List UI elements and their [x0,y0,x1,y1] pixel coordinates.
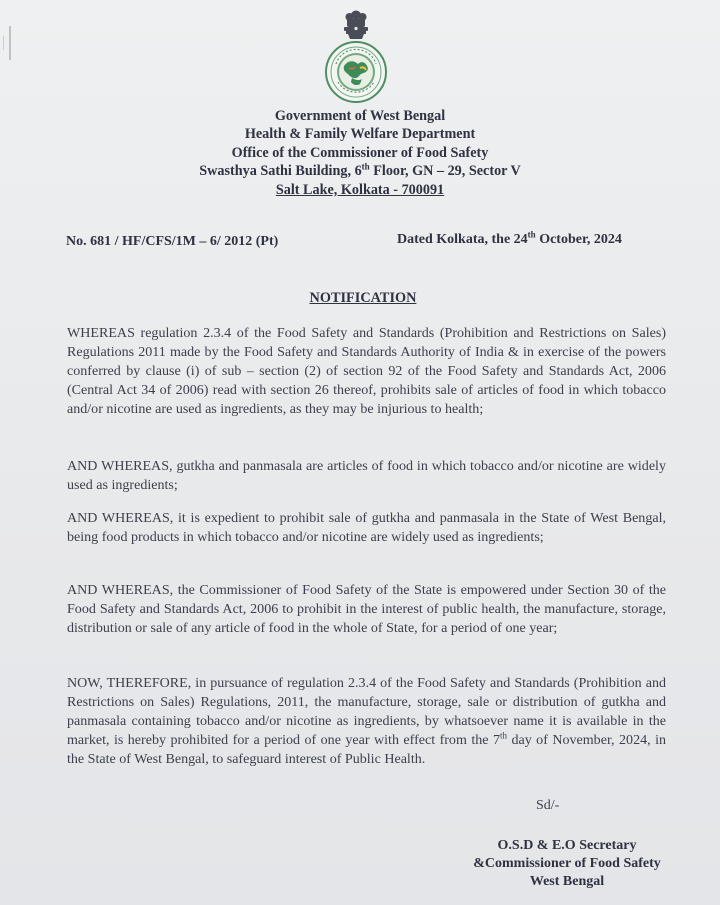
notification-title: NOTIFICATION [309,290,417,306]
signed-mark: Sd/- [536,798,560,813]
signatory-block [452,837,682,891]
government-emblem [322,8,390,104]
order-text: day of November, 2024, in the State of West Bengal, to safeguard interest of Public Health. [67,732,667,768]
paragraph-gutkha-ingredients: AND WHEREAS, gutkha and panmasala are articles of food in which tobacco and/or nicotine are widely used as ingredients; [67,458,666,494]
reference-number: No. 681 / HF/CFS/1M – 6/ 2012 (Pt) [66,234,279,249]
paragraph-whereas-regulation: WHEREAS regulation 2.3.4 of the Food Safety and Standards (Prohibition and Restrictions on Sales) Regulations 2011 made by the Food Safety and Standards Authority of India & in exercise of the powers conferred by clause (i) of sub – section (2) of section 92 of the Food Safety and Standards Act, 2006 (Central Act 34 of 2006) read with section 26 thereof, prohibits sale of articles of food in which tobacco and/or nicotine are used as ingredients, as they may be injurious to health; [67,325,666,418]
biswa-bangla-seal-icon [326,42,386,102]
paragraph-commissioner-empowered: AND WHEREAS, the Commissioner of Food Safety of the State is empowered under Section 30 of the Food Safety and Standards Act, 2006 to prohibit in the interest of public health, the manufacture, storage, distribution or sale of any article of food in the whole of State, for a period of one year; [67,582,666,637]
ordinal-suffix: th [361,161,370,172]
office-city: Salt Lake, Kolkata - 700091 [275,181,445,198]
department-header [150,107,570,199]
order-text: NOW, THEREFORE, in pursuance of regulation 2.3.4 of the Food Safety and Standards (Prohibition and Restrictions on Sales) Regulations, 2011, the manufacture, storage, sale or distribution of gutkha and panmasala containing tobacco and/or nicotine as ingredients, by whatsoever name it is available in the market, is hereby prohibited for a period of one year with effect from the 7 [67,675,666,749]
page-edge-mark [9,26,11,60]
signatory-designation: O.S.D & E.O Secretary [497,838,637,853]
signatory-designation: &Commissioner of Food Safety [473,856,661,871]
address-part: Swasthya Sathi Building, 6 [199,163,362,180]
date-part: Dated Kolkata, the 24 [397,232,528,247]
date-part: October, 2024 [535,232,622,247]
government-name: Government of West Bengal [274,108,446,124]
state-emblem-icon [322,8,390,104]
page-edge-mark [3,36,4,50]
paragraph-expedient-prohibit: AND WHEREAS, it is expedient to prohibit sale of gutkha and panmasala in the State of West Bengal, being food products in which tobacco and/or nicotine are widely used as ingredients; [67,510,666,546]
office-name: Office of the Commissioner of Food Safety [231,144,489,161]
ordinal-suffix: th [499,730,507,741]
office-address [150,162,570,180]
address-part: Floor, GN – 29, Sector V [369,163,521,180]
reference-date [397,229,622,248]
ordinal-suffix: th [527,229,536,240]
signatory-state: West Bengal [529,874,605,889]
paragraph-now-therefore [67,674,666,769]
department-name: Health & Family Welfare Department [244,126,476,143]
